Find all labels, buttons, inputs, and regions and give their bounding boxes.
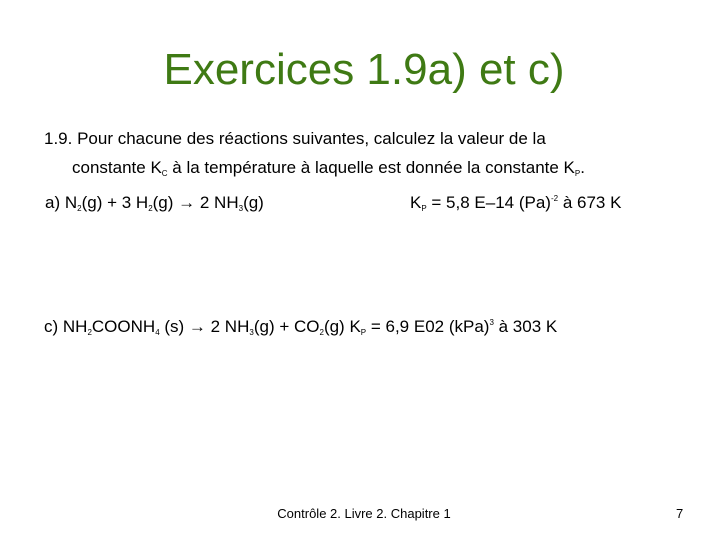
reaction-a-equation: a) $N_2(g) + 3$ $H_2(g) \to 2$ $NH_3(g)$: [45, 193, 264, 213]
reaction-a-kp: $K_P = 5,8$ E–14 $(Pa)^{-2}$ à 673 K: [410, 193, 622, 213]
page-number: 7: [676, 506, 684, 521]
slide-title: Exercices 1.9a) et c): [163, 45, 565, 94]
exercise-intro-line-1: 1.9. Pour chacune des réactions suivantes, calculez la valeur de la: [44, 129, 546, 148]
exercise-intro-line-2: constante $K_C$ à la température à laquelle est donnée la constante $K_P$.: [72, 158, 585, 178]
reaction-c-equation: c) $NH_2COONH_4$ (s) → 2 $NH_3(g) + CO_2(g) K_P = 6,9$ E02 (kPa)$^3$ à 303 K: [44, 317, 558, 337]
slide-footer: Contrôle 2. Livre 2. Chapitre 1: [277, 506, 451, 521]
